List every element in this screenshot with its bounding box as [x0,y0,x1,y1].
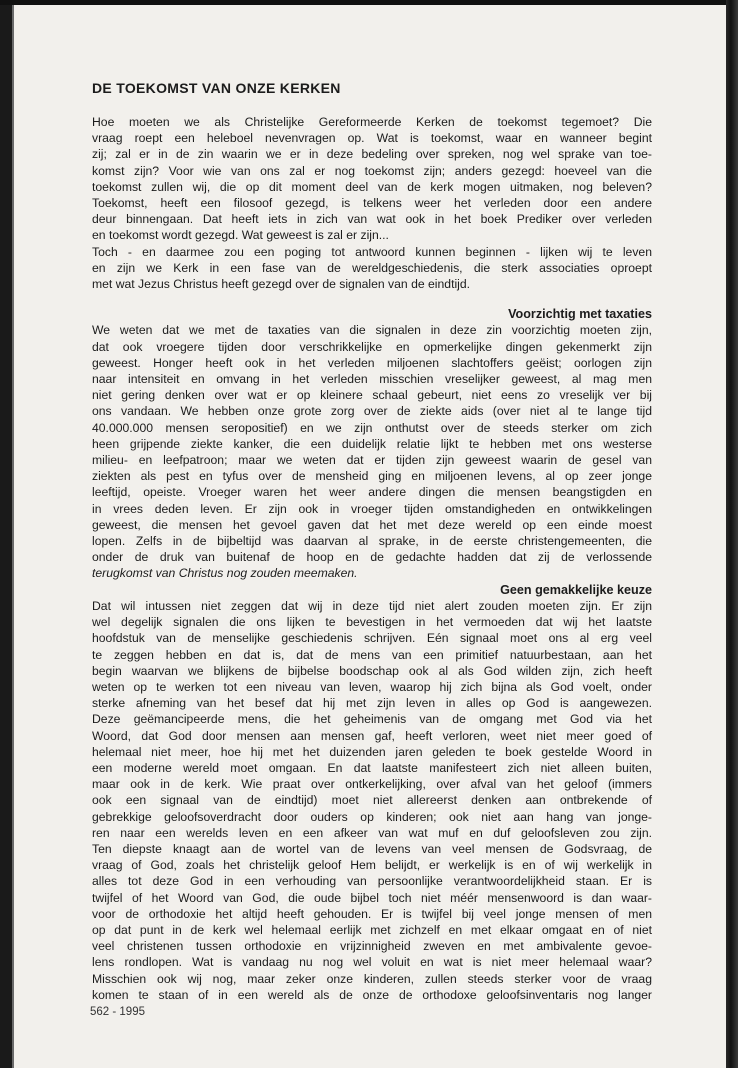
text-line: twijfel of het Woord van God, die oude bijbel toch niet méér mensenwoord is dan waar- [92,890,652,905]
text-line: geweest, die mensen het gevoel gaven dat het met deze wereld op een einde moest [92,517,652,532]
text-line: 40.000.000 mensen seropositief) en we zijn onthutst over de steeds sterker om zich [92,420,652,435]
text-line: vraag roept een heleboel nevenvragen op. Wat is toekomst, waar en wanneer begint [92,131,652,146]
text-line: maar ook in de kerk. Wie praat over ontkerkelijking, over afval van het geloof (immers [92,777,652,792]
text-line: veel christenen tussen orthodoxie en vrijzinnigheid zweven en met ambivalente gevoe- [92,939,652,954]
text-line: milieu- en leefpatroon; maar we weten dat er tijden zijn geweest waarin de gesel van [92,453,652,468]
text-line: Deze geëmancipeerde mens, die het geheimenis van de omgang met God via het [92,712,652,727]
text-line: deur binnengaan. Dat heeft iets in zich van wat ook in het boek Prediker over verleden [92,212,652,227]
text-line: gebrekkige geloofsoverdracht door ouders op kinderen; ook niet aan hang van jonge- [92,809,652,824]
text-line: ziekten als pest en tyfus over de mensheid ging en miljoenen levens, al op zeer jonge [92,469,652,484]
text-line: Hoe moeten we als Christelijke Gereformeerde Kerken de toekomst tegemoet? Die [92,115,652,129]
text-line: lens rondlopen. Wat is vandaag nu nog wel voluit en wat is niet meer helemaal waar? [92,955,652,970]
text-line: met wat Jezus Christus heeft gezegd over de signalen van de eindtijd. [92,277,471,292]
text-line: onder de druk van buitenaf de hoop en de gedachte hadden dat zij de verlossende [92,550,652,565]
text-line: te zeggen hebben en dat is, dat de mens van een primitief natuurbestaan, aan het [92,647,652,662]
text-line: in vrees deden leven. Er zijn ook in vroeger tijden omstandigheden en ontwikkelingen [92,501,652,516]
text-line: vraag of God, zoals het christelijk geloof Hem belijdt, er werkelijk is en of wij werkelijk in [92,858,652,873]
text-line: Misschien ook wij nog, maar zeker onze kinderen, zullen steeds sterker voor de vraag [92,971,652,986]
section-voorzichtig-body [92,322,652,581]
text-line: helemaal niet meer, hoe hij met het duizenden jaren geleden te boek gestelde Woord in [92,744,652,759]
text-line: Toch - en daarmee zou een poging tot antwoord kunnen beginnen - lijken wij te leven [92,244,652,259]
text-line: ons vandaan. We hebben onze grote zorg over de ziekte aids (over niet al te lange tijd [92,404,652,419]
scan-right-edge [726,0,738,1068]
text-line: lopen. Zelfs in de bijbeltijd was daarvan al sprake, in de eerste christengemeenten, die [92,534,652,549]
text-line: op dat punt in de kerk wel helemaal eerlijk met zichzelf en met elkaar omgaat en of niet [92,922,652,937]
text-line: Ten diepste knaagt aan de wortel van de levens van veel mensen de Godsvraag, de [92,841,652,856]
text-line: We weten dat we met de taxaties van die signalen in deze zin voorzichtig moeten zijn, [92,323,652,338]
section-keuze-body [92,598,652,1003]
text-line: wel degelijk signalen die ons lijken te bevestigen in het vermoeden dat wij het laatste [92,615,652,630]
text-line: ook een signaal van de eindtijd) moet niet allereerst denken aan ontbrekende of [92,793,652,808]
text-line: zij; zal er in de zin waarin we er in deze bedeling over spreken, nog wel sprake van toe- [92,147,652,162]
text-line: weten op te werken tot een niveau van leven, waarop hij zich bijna als God voelt, onder [92,679,652,694]
intro-paragraph [92,114,652,292]
text-line: heen grijpende ziekte kanker, die een duidelijk relatie lijkt te hebben met ons westerse [92,436,652,451]
text-line: komen te staan of in een wereld als de onze de orthodoxe geloofsinventaris nog langer [92,987,652,1002]
text-line: terugkomst van Christus nog zouden meemaken. [92,566,358,581]
text-line: toekomst zullen wij, die op dit moment deel van de kerk mogen uitmaken, nog beleven? [92,179,652,194]
text-line: geweest. Honger heeft ook in het verleden miljoenen slachtoffers geëist; oorlogen zijn [92,355,652,370]
text-line: niet gering denken over wat er op kleinere schaal gebeurt, niet eens zo vreselijk ver bij [92,388,652,403]
text-line: en zijn we Kerk in een fase van de wereldgeschiedenis, die sterk associaties oproept [92,260,652,275]
text-line: hoofdstuk van de menselijke geschiedenis schrijven. Eén signaal moet ons al erg veel [92,631,652,646]
text-line: begin waarvan we blijkens de bijbelse boodschap ook al als God wilden zijn, zich heeft [92,663,652,678]
text-line: een moderne wereld moet omgaan. En dat laatste manifesteert zich niet alleen buiten, [92,760,652,775]
text-line: en toekomst wordt gezegd. Wat geweest is zal er zijn... [92,228,389,243]
text-line: komst zijn? Voor wie van ons zal er nog toekomst zijn; anders gezegd: hoeveel van die [92,163,652,178]
text-line: voor de orthodoxie het altijd heeft gehouden. Er is twijfel bij veel jonge mensen of men [92,906,652,921]
section-heading-keuze: Geen gemakkelijke keuze [500,582,652,597]
text-line: Toekomst, heeft een filosoof gezegd, is telkens weer het verleden door een andere [92,196,652,211]
text-line: sterke afneming van het besef dat hij met zijn leven in alles op God is aangewezen. [92,696,652,711]
text-line: leeftijd, opeiste. Vroeger waren het weer andere dingen die mensen beangstigden en [92,485,652,500]
text-line: ren naar een werelds leven en een afkeer van wat muf en duf geloofsleven zou zijn. [92,825,652,840]
section-heading-voorzichtig: Voorzichtig met taxaties [508,307,652,322]
text-line: alles tot deze God in een verhouding van persoonlijke verantwoordelijkheid staan. Er is [92,874,652,889]
text-line: naar intensiteit en omvang in het verleden misschien vreselijker geweest, al mag men [92,372,652,387]
page-footer: 562 - 1995 [90,1006,145,1018]
article [80,80,652,1003]
article-title: DE TOEKOMST VAN ONZE KERKEN [92,80,341,96]
text-line: dat ook vroegere tijden door verschrikkelijke en opmerkelijke dingen gekenmerkt zijn [92,339,652,354]
text-line: Dat wil intussen niet zeggen dat wij in deze tijd niet alert zouden moeten zijn. Er zijn [92,598,652,613]
text-line: Woord, dat God door mensen aan mensen gaf, heeft verloren, weet niet meer goed of [92,728,652,743]
